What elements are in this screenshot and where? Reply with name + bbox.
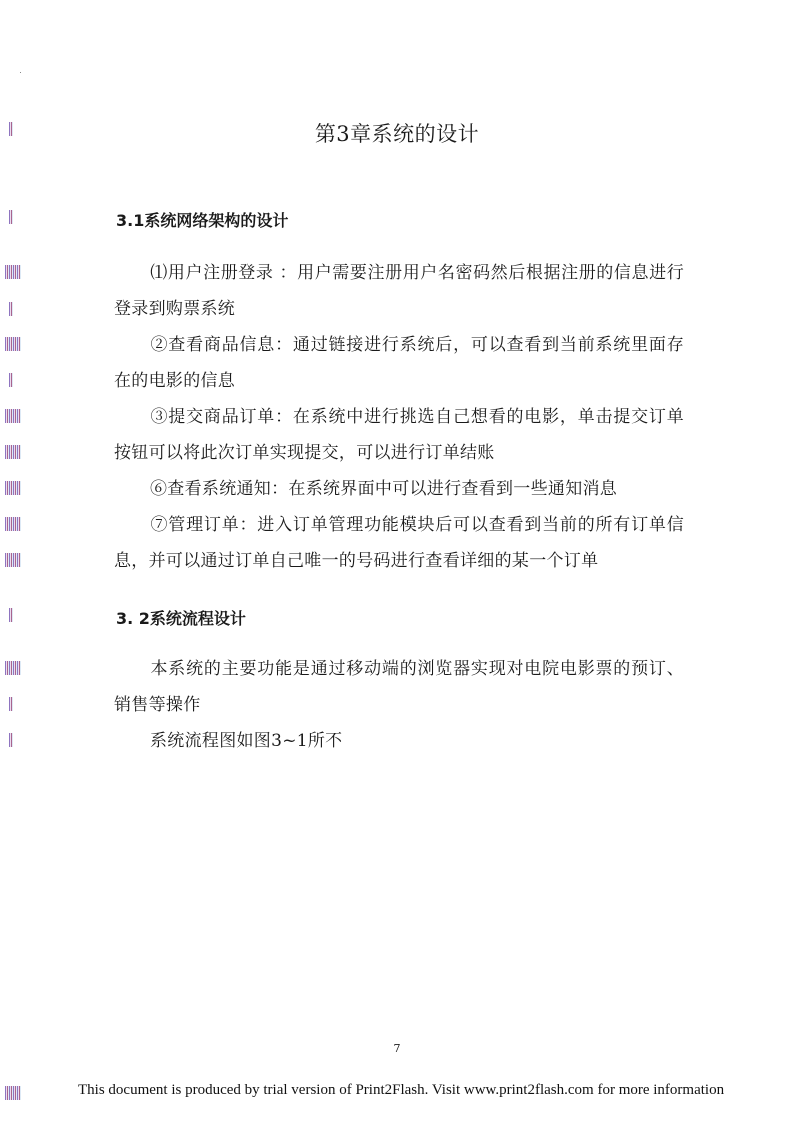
paragraph-text: ③提交商品订单：在系统中进行挑选自己想看的电影，单击提交订单按钮可以将此次订单实现提交，可以进行订单结账: [114, 407, 684, 463]
chapter-title: 第3章系统的设计: [314, 122, 480, 146]
trial-watermark: This document is produced by trial version of Print2Flash. Visit www.print2flash.com for more information: [78, 1082, 725, 1098]
section-heading-3-2: 3. 2系统流程设计: [116, 609, 246, 628]
margin-artifact: [9, 302, 13, 316]
paragraph-text: 系统流程图如图3~1所不: [150, 731, 343, 751]
paragraph-text: ⑦管理订单：进入订单管理功能模块后可以查看到当前的所有订单信息，并可以通过订单自己唯一的号码进行查看详细的某一个订单: [114, 515, 684, 571]
paragraph-main-function: [114, 651, 684, 723]
margin-artifact: [5, 1086, 21, 1100]
margin-artifact: [5, 517, 21, 531]
margin-artifact: [5, 661, 21, 675]
margin-artifact: [5, 265, 21, 279]
margin-artifact: [5, 445, 21, 459]
margin-artifact: [5, 337, 21, 351]
paragraph-manage-orders: [114, 507, 684, 579]
margin-artifact: [5, 553, 21, 567]
paragraph-text: ⑴用户注册登录 ：用户需要注册用户名密码然后根据注册的信息进行登录到购票系统: [114, 263, 684, 319]
margin-artifact: [9, 373, 13, 387]
paragraph-user-register: [114, 255, 684, 327]
paragraph-submit-order: [114, 399, 684, 471]
paragraph-view-notices: [114, 471, 684, 507]
margin-artifact: [9, 608, 13, 622]
paragraph-text: 本系统的主要功能是通过移动端的浏览器实现对电院电影票的预订、销售等操作: [114, 659, 684, 715]
margin-artifact: [5, 409, 21, 423]
paragraph-text: ⑥查看系统通知：在系统界面中可以进行查看到一些通知消息: [150, 479, 618, 499]
margin-artifact: [9, 733, 13, 747]
paragraph-view-products: [114, 327, 684, 399]
margin-artifact: [9, 210, 13, 224]
paragraph-text: ②查看商品信息：通过链接进行系统后，可以查看到当前系统里面存在的电影的信息: [114, 335, 684, 391]
margin-artifact: [5, 481, 21, 495]
margin-artifact: [9, 697, 13, 711]
section-heading-3-1: 3.1系统网络架构的设计: [116, 211, 289, 230]
paragraph-flowchart-ref: [114, 723, 684, 759]
scan-dot: [20, 72, 21, 73]
page-number: 7: [393, 1042, 401, 1055]
